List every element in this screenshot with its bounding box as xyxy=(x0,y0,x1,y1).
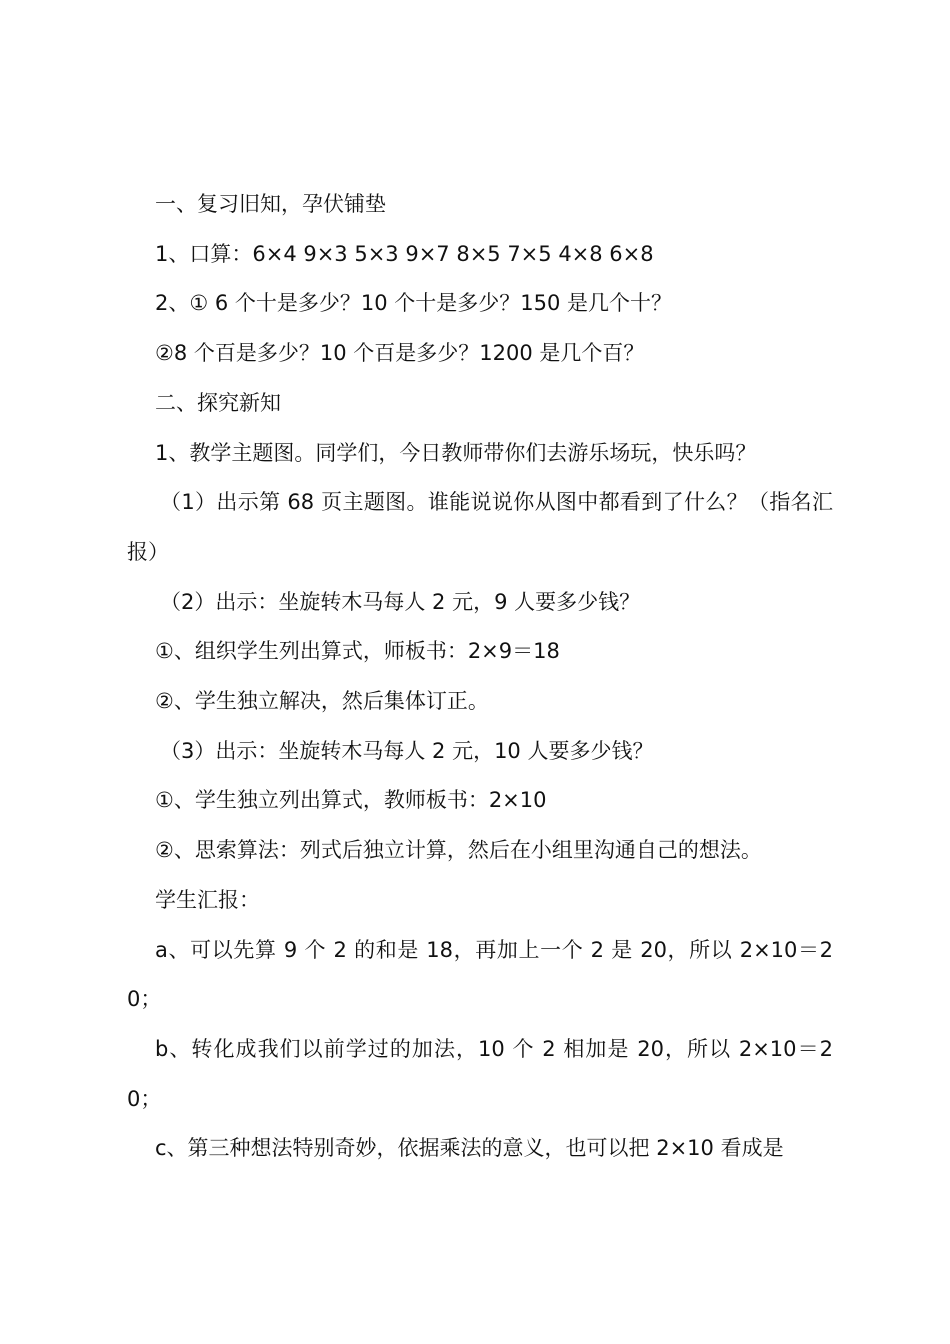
document-body xyxy=(127,180,833,1174)
section-heading-explore: 二、探究新知 xyxy=(155,390,281,415)
paragraph-organize-formula: ①、组织学生列出算式，师板书：2×9＝18 xyxy=(155,639,560,664)
paragraph-think-method: ②、思索算法：列式后独立计算，然后在小组里沟通自己的想法。 xyxy=(155,838,762,863)
paragraph-method-a: a、可以先算 9 个 2 的和是 18，再加上一个 2 是 20，所以 2×10＝20； xyxy=(127,937,833,1012)
paragraph-tens-question: 2、① 6 个十是多少？10 个十是多少？150 是几个十？ xyxy=(155,291,673,316)
section-heading-review: 一、复习旧知，孕伏铺垫 xyxy=(155,192,386,216)
paragraph-method-b: b、转化成我们以前学过的加法，10 个 2 相加是 20，所以 2×10＝20； xyxy=(127,1036,833,1111)
paragraph-oral-calculation: 1、口算：6×4 9×3 5×3 9×7 8×5 7×5 4×8 6×8 xyxy=(155,241,654,266)
paragraph-show-page-68: （1）出示第 68 页主题图。谁能说说你从图中都看到了什么？（指名汇报） xyxy=(127,490,833,564)
paragraph-independent-solve: ②、学生独立解决，然后集体订正。 xyxy=(155,689,489,714)
paragraph-carousel-10-people: （3）出示：坐旋转木马每人 2 元，10 人要多少钱？ xyxy=(160,738,654,763)
paragraph-student-formula: ①、学生独立列出算式，教师板书：2×10 xyxy=(155,788,547,813)
paragraph-theme-picture: 1、教学主题图。同学们，今日教师带你们去游乐场玩，快乐吗？ xyxy=(155,440,757,465)
paragraph-hundreds-question: ②8 个百是多少？10 个百是多少？1200 是几个百？ xyxy=(155,341,645,366)
paragraph-carousel-9-people: （2）出示：坐旋转木马每人 2 元，9 人要多少钱？ xyxy=(160,589,641,614)
paragraph-student-report: 学生汇报： xyxy=(155,887,260,912)
paragraph-method-c: c、第三种想法特别奇妙，依据乘法的意义，也可以把 2×10 看成是 xyxy=(155,1136,784,1161)
